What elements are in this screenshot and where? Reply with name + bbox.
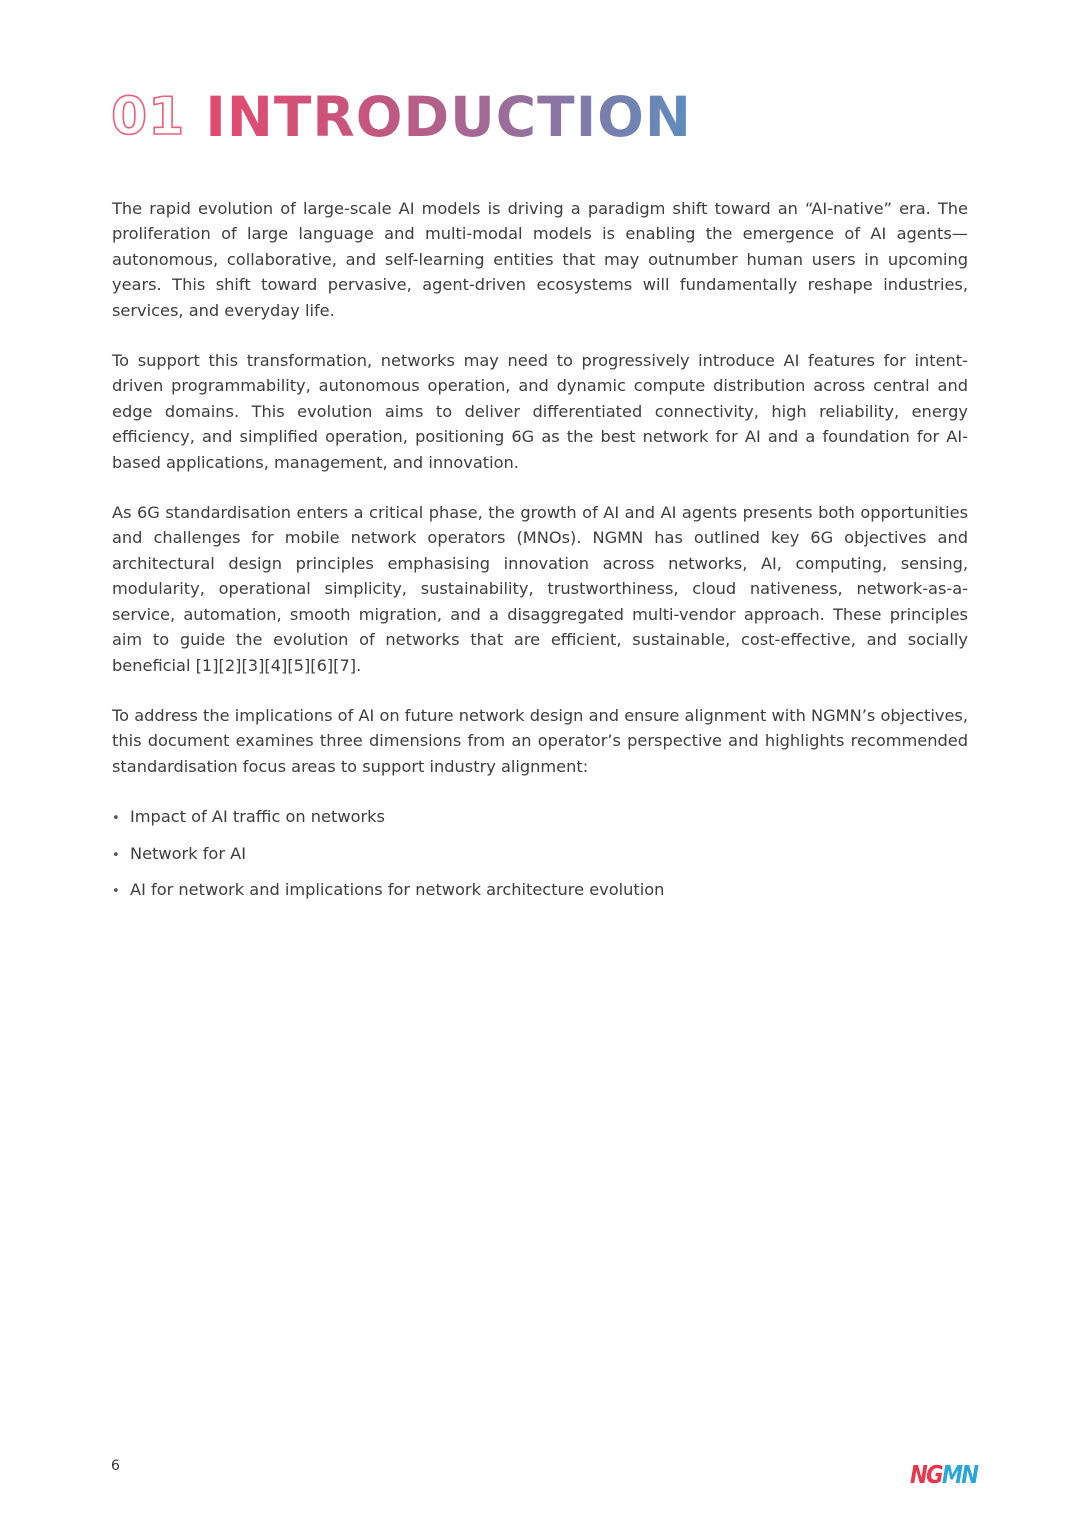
bullet-icon: • [112,811,120,827]
bullet-list [112,804,968,904]
list-item-text: Network for AI [130,843,246,863]
section-heading [111,82,692,152]
list-item [112,841,968,868]
bullet-icon: • [112,847,120,863]
list-item [112,804,968,831]
paragraph-3: As 6G standardisation enters a critical phase, the growth of AI and AI agents presents both opportunities and challenges for mobile network operators (MNOs). NGMN has outlined key 6G objectives and architectural design principles emphasising innovation across networks, AI, computing, sensing, modularity, operational simplicity, sustainability, trustworthiness, cloud nativeness, network-as-a-service, automation, smooth migration, and a disaggregated multi-vendor approach. These principles aim to guide the evolution of networks that are efficient, sustainable, cost-effective, and socially beneficial [1][2][3][4][5][6][7]. [112,503,968,675]
paragraph-1: The rapid evolution of large-scale AI models is driving a paradigm shift toward an “AI-native” era. The proliferation of large language and multi-modal models is enabling the emergence of AI agents—autonomous, collaborative, and self-learning entities that may outnumber human users in upcoming years. This shift toward pervasive, agent-driven ecosystems will fundamentally reshape industries, services, and everyday life. [112,199,968,320]
paragraph-4: To address the implications of AI on future network design and ensure alignment with NGMN’s objectives, this document examines three dimensions from an operator’s perspective and highlights recommended standardisation focus areas to support industry alignment: [112,705,968,776]
chapter-title: INTRODUCTION [205,84,692,149]
body-content [112,196,968,913]
ngmn-logo [910,1460,977,1489]
logo-part-ng: NG [910,1460,942,1489]
list-item-text: Impact of AI traffic on networks [130,807,385,827]
list-item [112,877,968,904]
chapter-number: 01 [111,87,186,147]
list-item-text: AI for network and implications for network architecture evolution [130,879,665,899]
bullet-icon: • [112,883,120,899]
page-number: 6 [111,1458,120,1474]
paragraph-2: To support this transformation, networks may need to progressively introduce AI features for intent-driven programmability, autonomous operation, and dynamic compute distribution across central and edge domains. This evolution aims to deliver differentiated connectivity, high reliability, energy efficiency, and simplified operation, positioning 6G as the best network for AI and a foundation for AI-based applications, management, and innovation. [112,351,968,472]
logo-part-mn: MN [941,1460,978,1489]
